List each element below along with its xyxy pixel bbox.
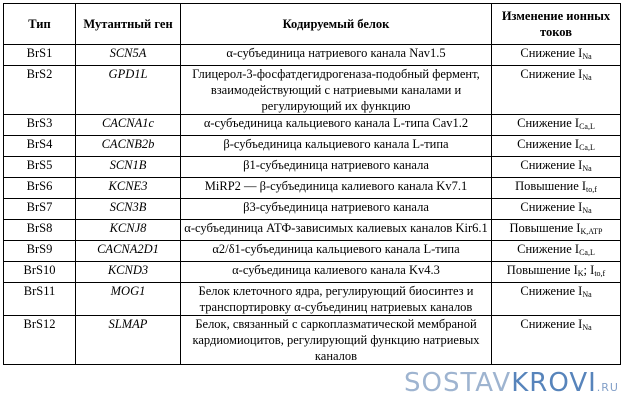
protein-cell: β-субъединица кальциевого канала L-типа [181, 136, 492, 157]
type-cell: BrS10 [4, 262, 76, 283]
current-change-cell [492, 178, 621, 199]
type-cell: BrS12 [4, 316, 76, 365]
table-row [4, 283, 621, 316]
table-row [4, 262, 621, 283]
current-subscript: Na [582, 206, 592, 215]
current-subscript: Na [582, 52, 592, 61]
header-current-change: Изменение ионных токов [492, 4, 621, 45]
current-change-cell [492, 199, 621, 220]
table-row [4, 316, 621, 365]
table-row [4, 45, 621, 66]
current-subscript: Ca,L [579, 122, 595, 131]
protein-cell: Белок, связанный с саркоплазматической мембраной кардиомиоцитов, регулирующий функцию натриевых каналов [181, 316, 492, 365]
protein-cell: β3-субъединица натриевого канала [181, 199, 492, 220]
gene-cell: SCN3B [76, 199, 181, 220]
gene-cell: GPD1L [76, 66, 181, 115]
protein-cell: Белок клеточного ядра, регулирующий биосинтез и транспортировку α-субъединиц натриевых каналов [181, 283, 492, 316]
header-protein: Кодируемый белок [181, 4, 492, 45]
watermark-logo: SOSTAVKROVI.RU [403, 368, 619, 398]
current-subscript: to,f [586, 185, 597, 194]
current-subscript: Na [582, 323, 592, 332]
current-subscript: Ca,L [579, 248, 595, 257]
current-text: Снижение I [517, 242, 580, 256]
gene-cell: SLMAP [76, 316, 181, 365]
table-row [4, 178, 621, 199]
protein-cell: MiRP2 — β-субъединица калиевого канала Kv7.1 [181, 178, 492, 199]
brugada-genes-table [3, 3, 621, 365]
current-subscript: Na [582, 73, 592, 82]
type-cell: BrS5 [4, 157, 76, 178]
current-change-cell [492, 115, 621, 136]
table-row [4, 220, 621, 241]
current-text: Снижение I [520, 46, 583, 60]
current-change-cell [492, 220, 621, 241]
current-change-cell [492, 136, 621, 157]
table-body [4, 45, 621, 365]
table-row [4, 241, 621, 262]
current-subscript: Ca,L [579, 143, 595, 152]
current-change-cell [492, 241, 621, 262]
current-text: Снижение I [517, 116, 580, 130]
header-type: Тип [4, 4, 76, 45]
type-cell: BrS1 [4, 45, 76, 66]
current-text: Снижение I [517, 137, 580, 151]
protein-cell: β1-субъединица натриевого канала [181, 157, 492, 178]
table-row [4, 157, 621, 178]
protein-cell: α-субъединица натриевого канала Nav1.5 [181, 45, 492, 66]
header-gene: Мутантный ген [76, 4, 181, 45]
type-cell: BrS2 [4, 66, 76, 115]
current-text: Снижение I [520, 200, 583, 214]
protein-cell: α-субъединица АТФ-зависимых калиевых каналов Kir6.1 [181, 220, 492, 241]
protein-cell: α2/δ1-субъединица кальциевого канала L-типа [181, 241, 492, 262]
type-cell: BrS9 [4, 241, 76, 262]
type-cell: BrS3 [4, 115, 76, 136]
current-text: Снижение I [520, 317, 583, 331]
table-row [4, 136, 621, 157]
current-text: Снижение I [520, 158, 583, 172]
current-text: ; I [583, 263, 595, 277]
type-cell: BrS8 [4, 220, 76, 241]
current-text: Снижение I [520, 284, 583, 298]
current-change-cell [492, 45, 621, 66]
current-text: Повышение I [506, 263, 578, 277]
gene-cell: KCNJ8 [76, 220, 181, 241]
current-change-cell [492, 66, 621, 115]
type-cell: BrS6 [4, 178, 76, 199]
type-cell: BrS11 [4, 283, 76, 316]
protein-cell: α-субъединица калиевого канала Kv4.3 [181, 262, 492, 283]
table-row [4, 115, 621, 136]
current-change-cell [492, 262, 621, 283]
gene-cell: CACNA1c [76, 115, 181, 136]
current-change-cell [492, 157, 621, 178]
current-subscript: to,f [594, 269, 606, 278]
current-text: Повышение I [509, 221, 581, 235]
protein-cell: Глицерол-3-фосфатдегидрогеназа-подобный фермент, взаимодействующий с натриевыми каналами и регулирующий их функцию [181, 66, 492, 115]
table-row [4, 66, 621, 115]
protein-cell: α-субъединица кальциевого канала L-типа Cav1.2 [181, 115, 492, 136]
current-change-cell [492, 316, 621, 365]
current-subscript: Na [582, 290, 592, 299]
gene-cell: CACNA2D1 [76, 241, 181, 262]
current-subscript: K [577, 269, 584, 278]
table-header-row [4, 4, 621, 45]
table-row [4, 199, 621, 220]
current-subscript: K,ATP [580, 227, 603, 236]
current-subscript: Na [582, 164, 592, 173]
gene-cell: SCN5A [76, 45, 181, 66]
gene-cell: SCN1B [76, 157, 181, 178]
gene-cell: CACNB2b [76, 136, 181, 157]
gene-cell: KCND3 [76, 262, 181, 283]
gene-cell: MOG1 [76, 283, 181, 316]
gene-cell: KCNE3 [76, 178, 181, 199]
current-text: Снижение I [520, 67, 583, 81]
type-cell: BrS7 [4, 199, 76, 220]
current-text: Повышение I [515, 179, 587, 193]
current-change-cell [492, 283, 621, 316]
type-cell: BrS4 [4, 136, 76, 157]
